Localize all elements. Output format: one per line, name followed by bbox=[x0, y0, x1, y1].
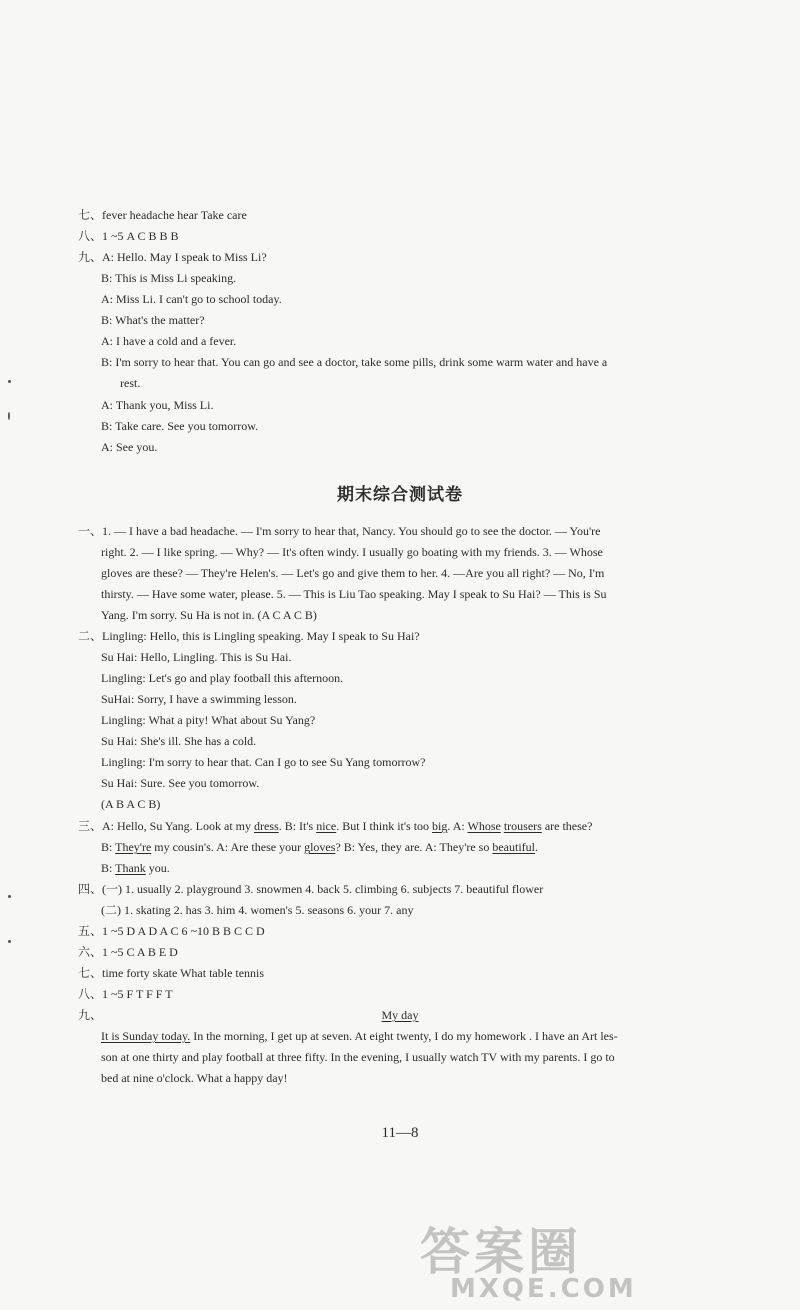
dialogue-line: Lingling: Let's go and play football this afternoon. bbox=[101, 671, 344, 685]
scan-dot bbox=[8, 895, 11, 898]
watermark-chinese: 答案圈 bbox=[420, 1223, 582, 1281]
text-segment: ? B: Yes, they are. A: They're so bbox=[335, 840, 493, 854]
scan-dot bbox=[8, 412, 10, 420]
answer-line: (二) 1. skating 2. has 3. him 4. women's 5. seasons 6. your 7. any bbox=[101, 903, 414, 917]
text-segment: you. bbox=[145, 861, 170, 875]
dialogue-line: A: I have a cold and a fever. bbox=[101, 334, 237, 348]
underlined-word: dress bbox=[254, 819, 279, 833]
answer-line: 一、1. — I have a bad headache. — I'm sorry to hear that, Nancy. You should go to see the doctor. — You're bbox=[78, 524, 601, 538]
answer-line: gloves are these? — They're Helen's. — Let's go and give them to her. 4. —Are you all right? — No, I'm bbox=[101, 566, 605, 580]
underlined-word: beautiful bbox=[492, 840, 535, 854]
dialogue-line bbox=[78, 817, 592, 835]
text-segment: are these? bbox=[541, 819, 593, 833]
dialogue-line bbox=[101, 859, 170, 877]
dialogue-line: A: Thank you, Miss Li. bbox=[101, 398, 214, 412]
text-segment: . bbox=[535, 840, 538, 854]
section-title: 期末综合测试卷 bbox=[337, 485, 463, 505]
page-number: 11—8 bbox=[381, 1125, 419, 1141]
essay-line bbox=[101, 1027, 618, 1045]
text-segment: . A: bbox=[447, 819, 468, 833]
essay-line: son at one thirty and play football at three fifty. In the evening, I usually watch TV with my parents. I go to bbox=[101, 1050, 615, 1064]
dialogue-line: Lingling: What a pity! What about Su Yang? bbox=[101, 713, 316, 727]
essay-title bbox=[0, 1006, 800, 1024]
watermark-url: MXQE.COM bbox=[450, 1274, 637, 1304]
dialogue-line: B: This is Miss Li speaking. bbox=[101, 271, 237, 285]
dialogue-line: Su Hai: She's ill. She has a cold. bbox=[101, 734, 257, 748]
dialogue-line: B: Take care. See you tomorrow. bbox=[101, 419, 259, 433]
text-segment: B: bbox=[101, 840, 116, 854]
essay-line: bed at nine o'clock. What a happy day! bbox=[101, 1071, 288, 1085]
watermark-logo bbox=[420, 1212, 790, 1307]
underlined-word: trousers bbox=[503, 819, 542, 833]
answer-line: 五、1 ~5 D A D A C 6 ~10 B B C C D bbox=[78, 924, 265, 938]
dialogue-line: Su Hai: Hello, Lingling. This is Su Hai. bbox=[101, 650, 292, 664]
dialogue-line: A: Miss Li. I can't go to school today. bbox=[101, 292, 282, 306]
answer-line: right. 2. — I like spring. — Why? — It's often windy. I usually go boating with my friends. 3. — Whose bbox=[101, 545, 603, 559]
text-segment: my cousin's. A: Are these your bbox=[151, 840, 305, 854]
answer-line: 八、1 ~5 A C B B B bbox=[78, 229, 179, 243]
dialogue-line: 二、Lingling: Hello, this is Lingling speaking. May I speak to Su Hai? bbox=[78, 629, 420, 643]
answer-line: 七、fever headache hear Take care bbox=[78, 208, 247, 222]
dialogue-line: A: See you. bbox=[101, 440, 158, 454]
answer-line: 九、A: Hello. May I speak to Miss Li? bbox=[78, 250, 267, 264]
underlined-word: Thank bbox=[115, 861, 146, 875]
text-segment: B: bbox=[101, 861, 116, 875]
text-segment: . But I think it's too bbox=[336, 819, 433, 833]
essay-title-text: My day bbox=[381, 1008, 419, 1022]
underlined-word: They're bbox=[115, 840, 152, 854]
text-segment: 三、A: Hello, Su Yang. Look at my bbox=[78, 819, 255, 833]
answer-line: 四、(一) 1. usually 2. playground 3. snowmen 4. back 5. climbing 6. subjects 7. beautiful flower bbox=[78, 882, 544, 896]
dialogue-line: Su Hai: Sure. See you tomorrow. bbox=[101, 776, 260, 790]
answer-line: 六、1 ~5 C A B E D bbox=[78, 945, 178, 959]
dialogue-line: B: I'm sorry to hear that. You can go and see a doctor, take some pills, drink some warm water and have a bbox=[101, 355, 608, 369]
dialogue-line: Lingling: I'm sorry to hear that. Can I go to see Su Yang tomorrow? bbox=[101, 755, 426, 769]
section-label: 九、 bbox=[78, 1008, 103, 1022]
dialogue-line: B: What's the matter? bbox=[101, 313, 205, 327]
underlined-word: Whose bbox=[467, 819, 501, 833]
answer-line: 七、time forty skate What table tennis bbox=[78, 966, 265, 980]
dialogue-line: SuHai: Sorry, I have a swimming lesson. bbox=[101, 692, 297, 706]
dialogue-line: rest. bbox=[120, 376, 141, 390]
text-segment: . B: It's bbox=[278, 819, 317, 833]
answer-key: (A B A C B) bbox=[101, 797, 161, 811]
text-segment: In the morning, I get up at seven. At eight twenty, I do my homework . I have an Art les- bbox=[190, 1029, 618, 1043]
underlined-word: gloves bbox=[304, 840, 336, 854]
answer-line: Yang. I'm sorry. Su Ha is not in. (A C A C B) bbox=[101, 608, 317, 622]
dialogue-line bbox=[101, 838, 538, 856]
answer-line: 八、1 ~5 F T F F T bbox=[78, 987, 173, 1001]
underlined-sentence: It is Sunday today. bbox=[101, 1029, 191, 1043]
answer-line: thirsty. — Have some water, please. 5. — This is Liu Tao speaking. May I speak to Su Hai? — This is Su bbox=[101, 587, 607, 601]
scan-dot bbox=[8, 380, 11, 383]
underlined-word: big bbox=[432, 819, 448, 833]
scan-dot bbox=[8, 940, 11, 943]
underlined-word: nice bbox=[316, 819, 337, 833]
